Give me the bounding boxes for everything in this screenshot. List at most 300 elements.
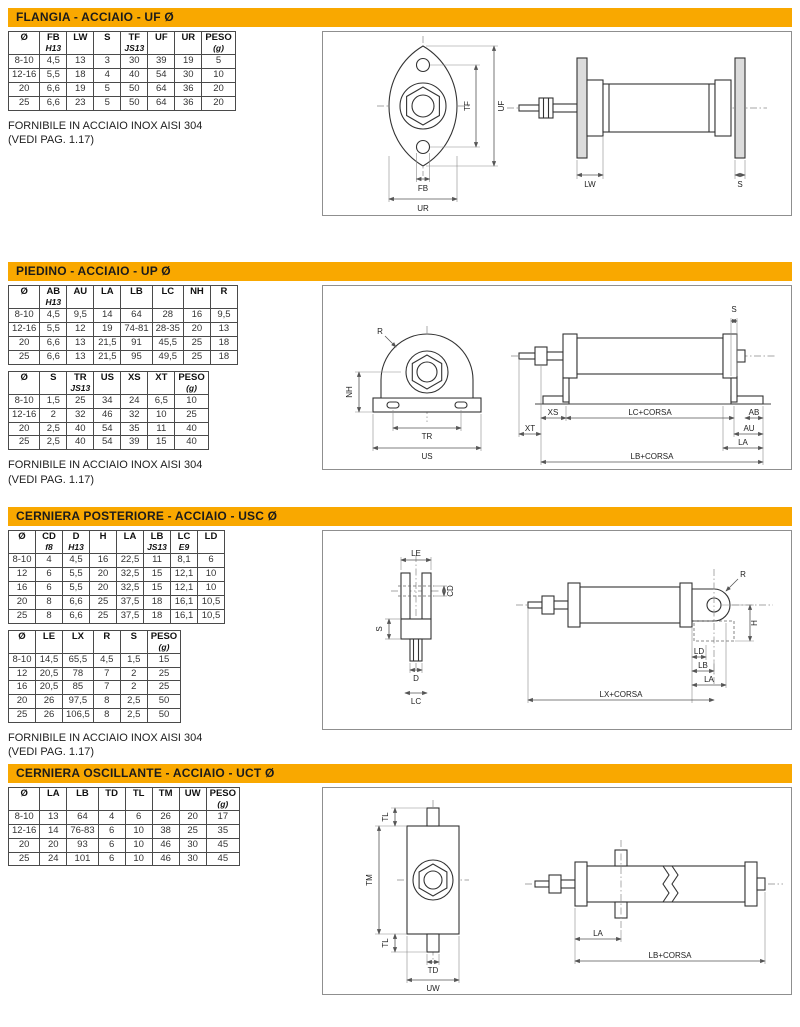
table-row [9, 824, 240, 838]
column-header: PESO (g) [147, 630, 180, 653]
table-row [9, 553, 225, 567]
cerniera-posteriore-dimensions-table-2 [8, 630, 181, 724]
table-row [9, 709, 181, 723]
table-cell: 6,6 [63, 609, 90, 623]
column-header: XS [121, 371, 148, 394]
table-row [9, 68, 236, 82]
column-header: US [94, 371, 121, 394]
dim-label-xs: XS [547, 408, 559, 417]
table-cell: 40 [175, 436, 208, 450]
column-header: LD [198, 530, 225, 553]
table-cell: 28 [152, 309, 183, 323]
cylinder-side-view [507, 58, 767, 189]
column-header: LX [63, 630, 94, 653]
table-cell: 20,5 [36, 667, 63, 681]
dim-label-cd: CD [446, 585, 455, 597]
dim-label-lb-corsa: LB+CORSA [630, 452, 674, 461]
table-cell: 11 [148, 422, 175, 436]
table-row [9, 681, 181, 695]
table-row [9, 810, 240, 824]
dim-label-lc: LC [410, 696, 422, 706]
column-header: H [90, 530, 117, 553]
table-cell: 16 [9, 681, 36, 695]
table-row [9, 581, 225, 595]
table-row [9, 595, 225, 609]
dim-label-la: LA [738, 438, 748, 447]
column-header: UF [148, 32, 175, 55]
table-cell: 20 [9, 695, 36, 709]
dim-label-tl-bottom: TL [381, 938, 390, 948]
table-cell: 26 [36, 709, 63, 723]
table-cell: 6 [125, 810, 152, 824]
table-cell: 5,5 [63, 567, 90, 581]
table-cell: 4,5 [40, 55, 67, 69]
table-cell: 2 [120, 667, 147, 681]
table-cell: 15 [148, 436, 175, 450]
table-cell: 25 [67, 394, 94, 408]
table-cell: 9,5 [67, 309, 94, 323]
table-header-row [9, 787, 240, 810]
table-cell: 18 [67, 68, 94, 82]
dim-label-lb-corsa: LB+CORSA [648, 950, 692, 960]
table-cell: 32 [121, 408, 148, 422]
table-cell: 8,1 [171, 553, 198, 567]
column-header: NH [183, 286, 210, 309]
trunnion-front-view [365, 800, 469, 993]
column-header: AU [67, 286, 94, 309]
cerniera-oscillante-drawing-box [322, 787, 792, 995]
table-cell: 18 [210, 350, 237, 364]
column-header: LC E9 [171, 530, 198, 553]
table-cell: 25 [179, 824, 206, 838]
table-cell: 34 [94, 394, 121, 408]
table-cell: 46 [94, 408, 121, 422]
cylinder-with-trunnion-side-view [525, 840, 783, 964]
dim-label-ld: LD [693, 646, 705, 656]
column-header: S [40, 371, 67, 394]
table-cell: 15 [147, 653, 180, 667]
table-cell: 17 [206, 810, 239, 824]
table-cell: 20 [40, 838, 67, 852]
table-cell: 2 [40, 408, 67, 422]
dim-label-lc-corsa: LC+CORSA [628, 408, 672, 417]
table-cell: 12,1 [171, 581, 198, 595]
flangia-technical-drawing [323, 32, 791, 215]
table-header-row [9, 630, 181, 653]
table-cell: 20 [9, 838, 40, 852]
table-row [9, 394, 209, 408]
table-cell: 25 [9, 852, 40, 866]
cerniera-oscillante-dimensions-table [8, 787, 240, 867]
table-cell: 49,5 [152, 350, 183, 364]
table-cell: 6,6 [63, 595, 90, 609]
table-cell: 20,5 [36, 681, 63, 695]
table-cell: 37,5 [117, 609, 144, 623]
column-header: CD f8 [36, 530, 63, 553]
table-cell: 8-10 [9, 553, 36, 567]
table-cell: 95 [121, 350, 152, 364]
table-cell: 13 [67, 55, 94, 69]
table-cell: 20 [90, 567, 117, 581]
table-cell: 36 [175, 96, 202, 110]
table-cell: 45,5 [152, 336, 183, 350]
column-header: S [94, 32, 121, 55]
table-cell: 12-16 [9, 322, 40, 336]
table-cell: 74-81 [121, 322, 152, 336]
table-header-row [9, 530, 225, 553]
dim-label-fb: FB [417, 184, 429, 193]
dim-label-s: S [731, 305, 737, 314]
stainless-availability-note [8, 731, 308, 760]
column-header: TD [98, 787, 125, 810]
table-row [9, 695, 181, 709]
cerniera-posteriore-dimensions-table-1 [8, 530, 225, 624]
table-row [9, 322, 238, 336]
section-cerniera-oscillante [8, 764, 792, 995]
table-cell: 13 [67, 350, 94, 364]
table-cell: 24 [40, 852, 67, 866]
table-row [9, 336, 238, 350]
table-cell: 8 [36, 595, 63, 609]
table-cell: 106,5 [63, 709, 94, 723]
column-header: Ø [9, 32, 40, 55]
flangia-drawing-box [322, 31, 792, 216]
table-cell: 5,5 [63, 581, 90, 595]
table-cell: 10 [198, 567, 225, 581]
table-cell: 12 [9, 667, 36, 681]
table-cell: 14,5 [36, 653, 63, 667]
dim-label-lx-corsa: LX+CORSA [599, 689, 643, 699]
table-cell: 2,5 [40, 422, 67, 436]
stainless-availability-note [8, 458, 308, 487]
table-cell: 26 [36, 695, 63, 709]
table-cell: 18 [144, 609, 171, 623]
table-cell: 10 [175, 394, 208, 408]
table-cell: 8 [36, 609, 63, 623]
table-cell: 8-10 [9, 309, 40, 323]
table-cell: 39 [121, 436, 148, 450]
table-cell: 54 [94, 422, 121, 436]
table-row [9, 422, 209, 436]
table-cell: 22,5 [117, 553, 144, 567]
table-cell: 4,5 [63, 553, 90, 567]
dim-label-ab: AB [748, 408, 760, 417]
table-cell: 12-16 [9, 408, 40, 422]
dim-label-au: AU [743, 424, 755, 433]
table-cell: 14 [40, 824, 67, 838]
table-cell: 14 [94, 309, 121, 323]
table-cell: 64 [148, 82, 175, 96]
table-row [9, 667, 181, 681]
table-cell: 16 [90, 553, 117, 567]
dim-label-tl-top: TL [381, 812, 390, 822]
table-cell: 24 [121, 394, 148, 408]
table-cell: 12 [67, 322, 94, 336]
table-cell: 46 [152, 838, 179, 852]
table-cell: 19 [67, 82, 94, 96]
table-row [9, 653, 181, 667]
table-cell: 19 [175, 55, 202, 69]
note-line: (VEDI PAG. 1.17) [8, 473, 94, 486]
table-cell: 20 [9, 82, 40, 96]
cylinder-with-rear-hinge-side-view [516, 569, 773, 703]
table-cell: 93 [67, 838, 98, 852]
table-cell: 7 [93, 681, 120, 695]
section-title-cerniera-oscillante: CERNIERA OSCILLANTE - ACCIAIO - UCT Ø [8, 764, 792, 783]
table-cell: 2,5 [40, 436, 67, 450]
table-cell: 35 [121, 422, 148, 436]
table-cell: 46 [152, 852, 179, 866]
table-cell: 5,5 [40, 68, 67, 82]
section-title-cerniera-posteriore: CERNIERA POSTERIORE - ACCIAIO - USC Ø [8, 507, 792, 526]
table-cell: 6,6 [40, 336, 67, 350]
column-header: Ø [9, 530, 36, 553]
table-cell: 25 [183, 336, 210, 350]
foot-bracket-front-view [345, 326, 481, 461]
table-cell: 10 [125, 852, 152, 866]
table-cell: 11 [144, 553, 171, 567]
table-cell: 6 [98, 852, 125, 866]
table-cell: 6,6 [40, 96, 67, 110]
cerniera-posteriore-technical-drawing [323, 531, 791, 729]
table-row [9, 96, 236, 110]
dim-label-nh: NH [345, 386, 354, 398]
note-line: (VEDI PAG. 1.17) [8, 746, 94, 759]
table-cell: 36 [175, 82, 202, 96]
table-cell: 91 [121, 336, 152, 350]
table-cell: 32,5 [117, 567, 144, 581]
column-header: TR JS13 [67, 371, 94, 394]
piedino-technical-drawing [323, 286, 791, 469]
table-row [9, 436, 209, 450]
table-cell: 97,5 [63, 695, 94, 709]
table-cell: 5 [94, 96, 121, 110]
table-cell: 16 [183, 309, 210, 323]
table-cell: 15 [144, 581, 171, 595]
table-cell: 12-16 [9, 68, 40, 82]
column-header: TL [125, 787, 152, 810]
table-cell: 65,5 [63, 653, 94, 667]
column-header: Ø [9, 286, 40, 309]
table-cell: 12-16 [9, 824, 40, 838]
table-cell: 21,5 [94, 350, 121, 364]
table-cell: 20 [202, 82, 235, 96]
table-cell: 25 [9, 609, 36, 623]
table-cell: 64 [148, 96, 175, 110]
dim-label-uw: UW [426, 983, 440, 993]
table-cell: 25 [9, 709, 36, 723]
clevis-front-view [375, 549, 455, 706]
table-cell: 30 [175, 68, 202, 82]
table-cell: 25 [183, 350, 210, 364]
table-header-row [9, 32, 236, 55]
table-cell: 6 [36, 581, 63, 595]
table-row [9, 852, 240, 866]
table-cell: 25 [90, 609, 117, 623]
table-cell: 16,1 [171, 609, 198, 623]
table-cell: 13 [67, 336, 94, 350]
table-cell: 8 [93, 695, 120, 709]
table-cell: 4 [36, 553, 63, 567]
table-cell: 20 [90, 581, 117, 595]
note-line: FORNIBILE IN ACCIAIO INOX AISI 304 [8, 732, 203, 745]
section-title-flangia: FLANGIA - ACCIAIO - UF Ø [8, 8, 792, 27]
piedino-dimensions-table-1 [8, 285, 238, 365]
table-cell: 6,5 [148, 394, 175, 408]
column-header: R [93, 630, 120, 653]
table-cell: 6,6 [40, 350, 67, 364]
dim-label-lb: LB [698, 660, 708, 670]
column-header: PESO (g) [175, 371, 208, 394]
flangia-left-column [8, 31, 308, 147]
table-cell: 5 [94, 82, 121, 96]
table-cell: 4 [98, 810, 125, 824]
column-header: LA [94, 286, 121, 309]
table-cell: 20 [9, 595, 36, 609]
section-flangia [8, 8, 792, 216]
cylinder-with-feet-side-view [511, 305, 777, 465]
note-line: FORNIBILE IN ACCIAIO INOX AISI 304 [8, 119, 203, 132]
column-header: LB [121, 286, 152, 309]
dim-label-tr: TR [421, 432, 433, 441]
table-cell: 10 [198, 581, 225, 595]
column-header: LB JS13 [144, 530, 171, 553]
column-header: LW [67, 32, 94, 55]
dim-label-xt: XT [524, 424, 536, 433]
column-header: Ø [9, 371, 40, 394]
table-cell: 20 [179, 810, 206, 824]
table-row [9, 309, 238, 323]
dim-label-s: S [737, 180, 743, 189]
table-row [9, 55, 236, 69]
table-cell: 40 [67, 422, 94, 436]
note-line: FORNIBILE IN ACCIAIO INOX AISI 304 [8, 459, 203, 472]
table-cell: 78 [63, 667, 94, 681]
table-header-row [9, 286, 238, 309]
table-cell: 12 [9, 567, 36, 581]
column-header: UR [175, 32, 202, 55]
table-cell: 10 [202, 68, 235, 82]
table-row [9, 82, 236, 96]
dim-label-la: LA [704, 674, 714, 684]
table-cell: 25 [9, 436, 40, 450]
table-cell: 35 [206, 824, 239, 838]
table-cell: 25 [9, 350, 40, 364]
table-row [9, 609, 225, 623]
table-cell: 76-83 [67, 824, 98, 838]
column-header: LC [152, 286, 183, 309]
table-cell: 85 [63, 681, 94, 695]
table-cell: 101 [67, 852, 98, 866]
table-cell: 25 [147, 667, 180, 681]
cerniera-posteriore-left-column [8, 530, 308, 760]
table-cell: 8-10 [9, 55, 40, 69]
dim-label-us: US [421, 452, 433, 461]
column-header: R [210, 286, 237, 309]
table-cell: 5 [202, 55, 235, 69]
table-cell: 10 [148, 408, 175, 422]
table-row [9, 408, 209, 422]
table-cell: 40 [175, 422, 208, 436]
table-cell: 1,5 [120, 653, 147, 667]
dim-label-s: S [375, 626, 384, 632]
table-cell: 20 [9, 336, 40, 350]
table-cell: 30 [179, 852, 206, 866]
table-cell: 6 [36, 567, 63, 581]
table-cell: 28-35 [152, 322, 183, 336]
table-cell: 10 [125, 824, 152, 838]
table-cell: 32 [67, 408, 94, 422]
table-cell: 6,6 [40, 82, 67, 96]
table-cell: 8-10 [9, 394, 40, 408]
table-cell: 21,5 [94, 336, 121, 350]
table-cell: 50 [121, 96, 148, 110]
dim-label-la: LA [593, 928, 603, 938]
table-cell: 4,5 [93, 653, 120, 667]
table-cell: 16,1 [171, 595, 198, 609]
column-header: S [120, 630, 147, 653]
table-cell: 20 [183, 322, 210, 336]
dim-label-h: H [750, 620, 759, 626]
table-cell: 12,1 [171, 567, 198, 581]
table-cell: 2 [120, 681, 147, 695]
table-cell: 20 [202, 96, 235, 110]
table-row [9, 567, 225, 581]
dim-label-ur: UR [417, 204, 429, 213]
dim-label-uf: UF [497, 100, 506, 112]
table-cell: 10,5 [198, 609, 225, 623]
table-cell: 38 [152, 824, 179, 838]
table-cell: 18 [144, 595, 171, 609]
column-header: PESO (g) [202, 32, 235, 55]
column-header: Ø [9, 787, 40, 810]
flange-front-view [377, 36, 506, 213]
table-cell: 54 [94, 436, 121, 450]
note-line: (VEDI PAG. 1.17) [8, 133, 94, 146]
table-cell: 25 [147, 681, 180, 695]
dim-label-td: TD [427, 965, 439, 975]
table-cell: 50 [147, 695, 180, 709]
table-cell: 19 [94, 322, 121, 336]
table-cell: 40 [67, 436, 94, 450]
column-header: TF JS13 [121, 32, 148, 55]
dim-label-le: LE [411, 548, 421, 558]
table-cell: 8-10 [9, 653, 36, 667]
table-cell: 5,5 [40, 322, 67, 336]
column-header: LA [40, 787, 67, 810]
column-header: Ø [9, 630, 36, 653]
table-cell: 6 [98, 824, 125, 838]
table-cell: 50 [121, 82, 148, 96]
column-header: LB [67, 787, 98, 810]
cerniera-posteriore-drawing-box [322, 530, 792, 730]
stainless-availability-note [8, 119, 308, 148]
table-cell: 25 [9, 96, 40, 110]
column-header: XT [148, 371, 175, 394]
table-row [9, 350, 238, 364]
table-cell: 30 [121, 55, 148, 69]
column-header: LE [36, 630, 63, 653]
table-cell: 15 [144, 567, 171, 581]
column-header: AB H13 [40, 286, 67, 309]
table-cell: 2,5 [120, 695, 147, 709]
table-header-row [9, 371, 209, 394]
table-cell: 45 [206, 852, 239, 866]
table-cell: 13 [40, 810, 67, 824]
section-piedino [8, 262, 792, 487]
cerniera-oscillante-left-column [8, 787, 308, 873]
dim-label-tm: TM [365, 874, 374, 886]
